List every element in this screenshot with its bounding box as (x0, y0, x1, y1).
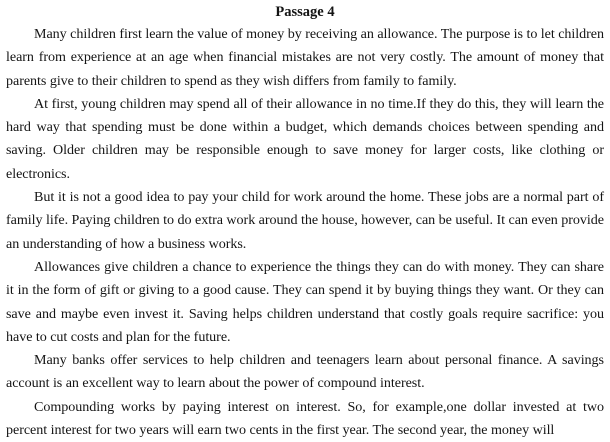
paragraph-6: Compounding works by paying interest on interest. So, for example,one dollar invested at two percent interest for two years will earn two cents in the first year. The second year, the money will (6, 398, 604, 439)
paragraph-4: Allowances give children a chance to experience the things they can do with money. They can share it in the form of gift or giving to a good cause. They can spend it by buying things they want. Or they can save and maybe even invest it. Saving helps children understand that costly goals require sacrifice: you have to cut costs and plan for the future. (6, 258, 604, 345)
paragraph-3: But it is not a good idea to pay your child for work around the home. These jobs are a normal part of family life. Paying children to do extra work around the house, however, can be useful. It can even provide an understanding of how a business works. (6, 189, 604, 252)
paragraph-2: At first, young children may spend all of their allowance in no time.If they do this, they will learn the hard way that spending must be done within a budget, which demands choices between spending and saving. Older children may be responsible enough to save money for larger costs, like clothing or electronics. (6, 95, 604, 182)
passage-title: Passage 4 (275, 4, 335, 20)
paragraph-1: Many children first learn the value of money by receiving an allowance. The purpose is to let children learn from experience at an age when financial mistakes are not very costly. The amount of money that parents give to their children to spend as they wish differs from family to family. (6, 26, 604, 89)
paragraph-5: Many banks offer services to help children and teenagers learn about personal finance. A savings account is an excellent way to learn about the power of compound interest. (6, 352, 604, 392)
